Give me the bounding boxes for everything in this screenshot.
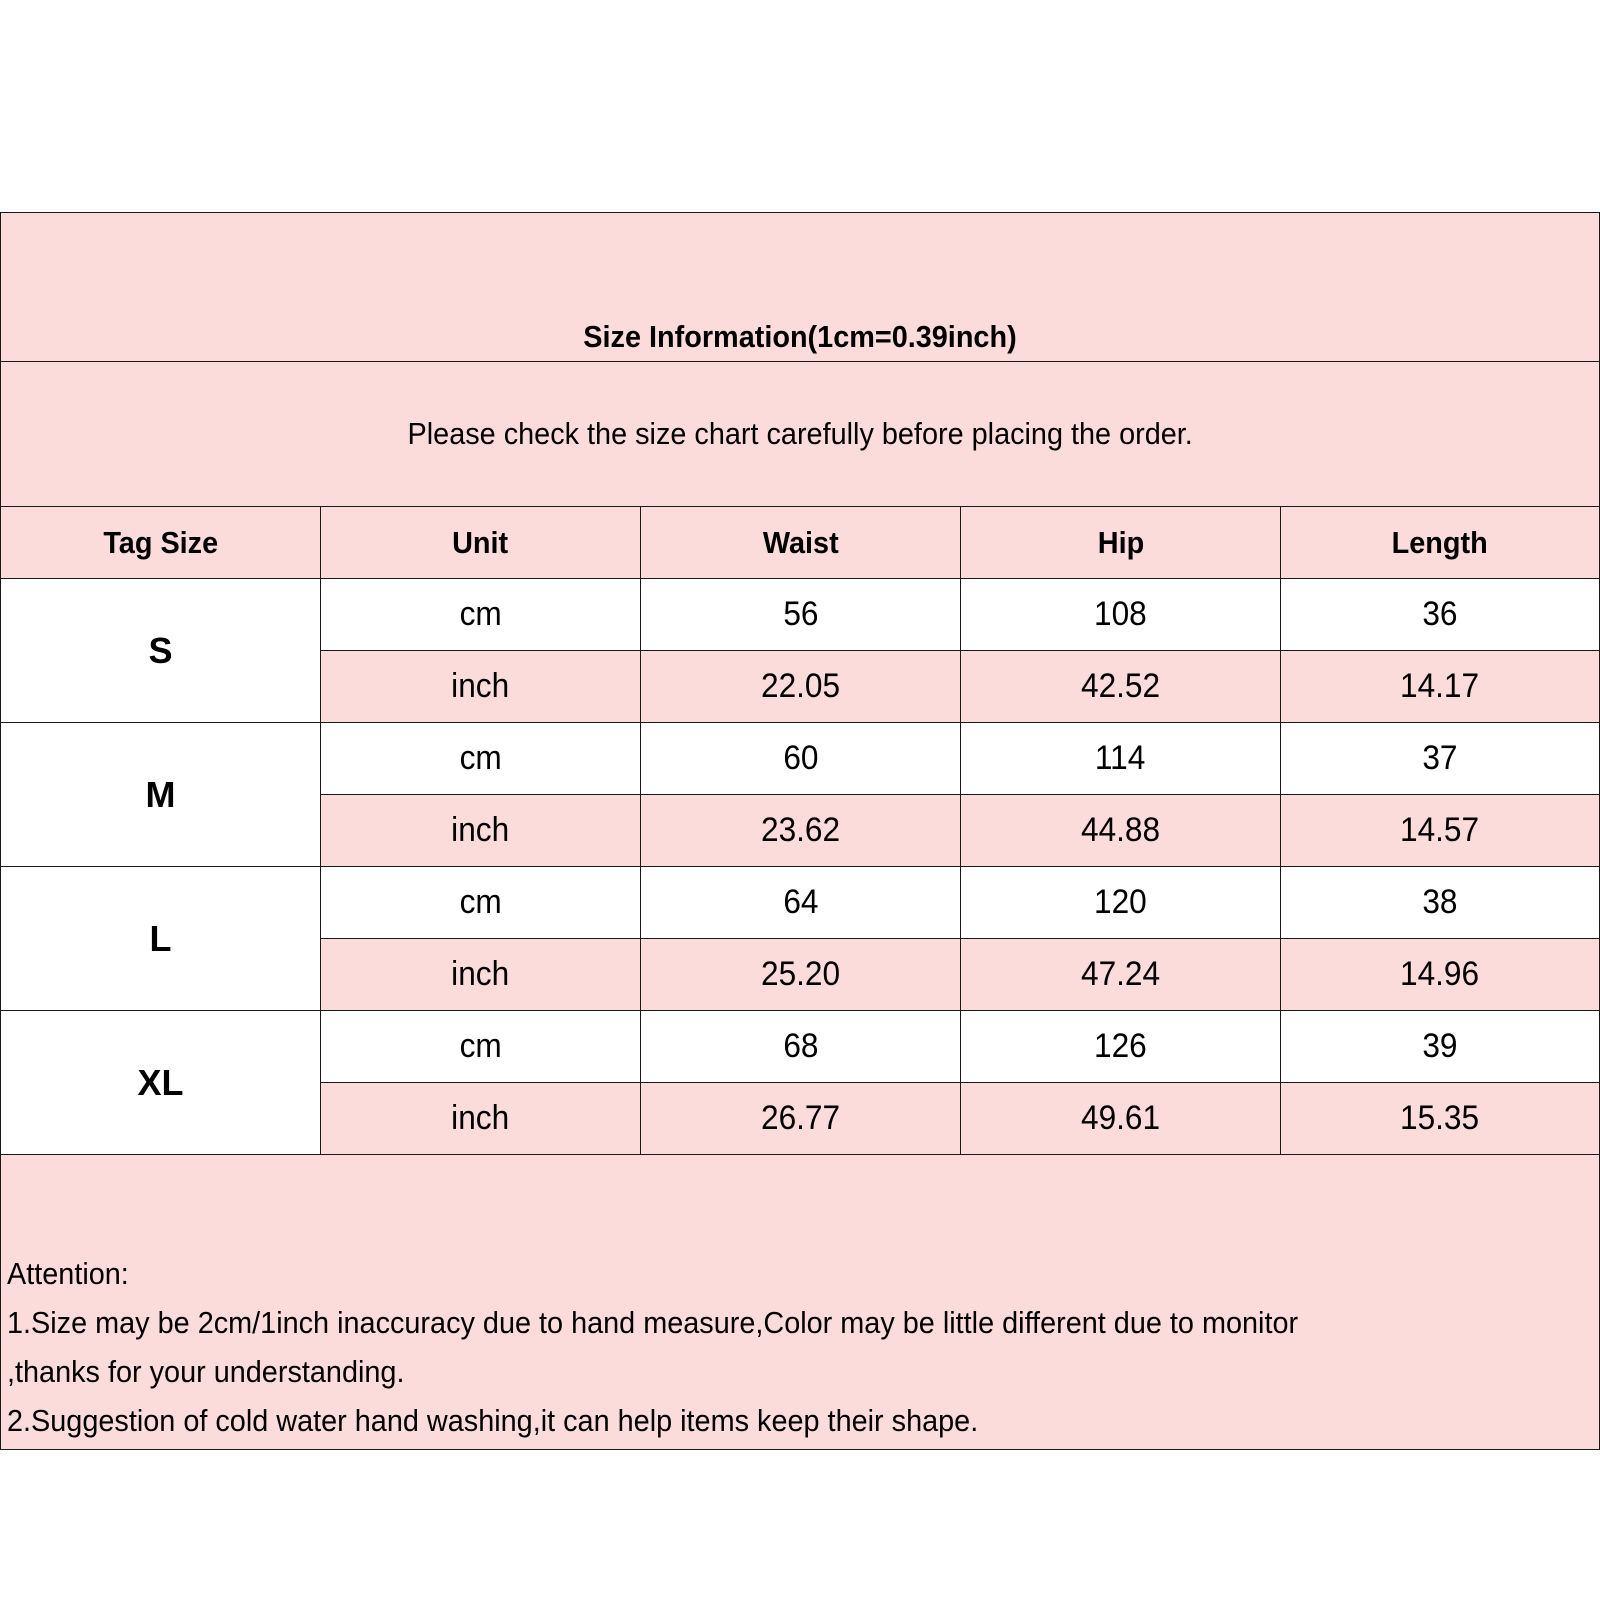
table-row [1, 723, 1600, 795]
length-cell: 14.57 [1281, 795, 1600, 867]
waist-cell: 26.77 [641, 1083, 961, 1155]
unit-cell: cm [321, 867, 641, 939]
length-cell: 38 [1281, 867, 1600, 939]
header-length: Length [1281, 507, 1600, 579]
unit-cell: cm [321, 723, 641, 795]
size-chart-table [0, 212, 1600, 1450]
header-unit: Unit [321, 507, 641, 579]
hip-cell: 108 [961, 579, 1281, 651]
length-cell: 37 [1281, 723, 1600, 795]
unit-cell: inch [321, 651, 641, 723]
hip-cell: 47.24 [961, 939, 1281, 1011]
table-row [1, 867, 1600, 939]
size-tag: M [1, 723, 321, 867]
unit-cell: cm [321, 579, 641, 651]
waist-cell: 60 [641, 723, 961, 795]
size-tag: L [1, 867, 321, 1011]
length-cell: 39 [1281, 1011, 1600, 1083]
waist-cell: 22.05 [641, 651, 961, 723]
size-tag: S [1, 579, 321, 723]
waist-cell: 68 [641, 1011, 961, 1083]
table-row [1, 1011, 1600, 1083]
header-hip: Hip [961, 507, 1281, 579]
hip-cell: 49.61 [961, 1083, 1281, 1155]
waist-cell: 56 [641, 579, 961, 651]
length-cell: 14.17 [1281, 651, 1600, 723]
attention-notes [1, 1155, 1600, 1450]
hip-cell: 42.52 [961, 651, 1281, 723]
note-line: 1.Size may be 2cm/1inch inaccuracy due to hand measure,Color may be little different due to monitor [7, 1305, 1299, 1340]
length-cell: 36 [1281, 579, 1600, 651]
length-cell: 14.96 [1281, 939, 1600, 1011]
hip-cell: 126 [961, 1011, 1281, 1083]
waist-cell: 64 [641, 867, 961, 939]
header-row [1, 507, 1600, 579]
size-tag: XL [1, 1011, 321, 1155]
waist-cell: 23.62 [641, 795, 961, 867]
attention-heading: Attention: [7, 1256, 129, 1291]
chart-title: Size Information(1cm=0.39inch) [1, 213, 1600, 362]
chart-subtitle: Please check the size chart carefully before placing the order. [1, 362, 1600, 507]
unit-cell: inch [321, 939, 641, 1011]
hip-cell: 44.88 [961, 795, 1281, 867]
table-row [1, 579, 1600, 651]
note-line: ,thanks for your understanding. [7, 1354, 405, 1389]
hip-cell: 120 [961, 867, 1281, 939]
header-waist: Waist [641, 507, 961, 579]
hip-cell: 114 [961, 723, 1281, 795]
unit-cell: inch [321, 795, 641, 867]
header-tag-size: Tag Size [1, 507, 321, 579]
waist-cell: 25.20 [641, 939, 961, 1011]
unit-cell: cm [321, 1011, 641, 1083]
length-cell: 15.35 [1281, 1083, 1600, 1155]
unit-cell: inch [321, 1083, 641, 1155]
note-line: 2.Suggestion of cold water hand washing,it can help items keep their shape. [7, 1403, 979, 1438]
